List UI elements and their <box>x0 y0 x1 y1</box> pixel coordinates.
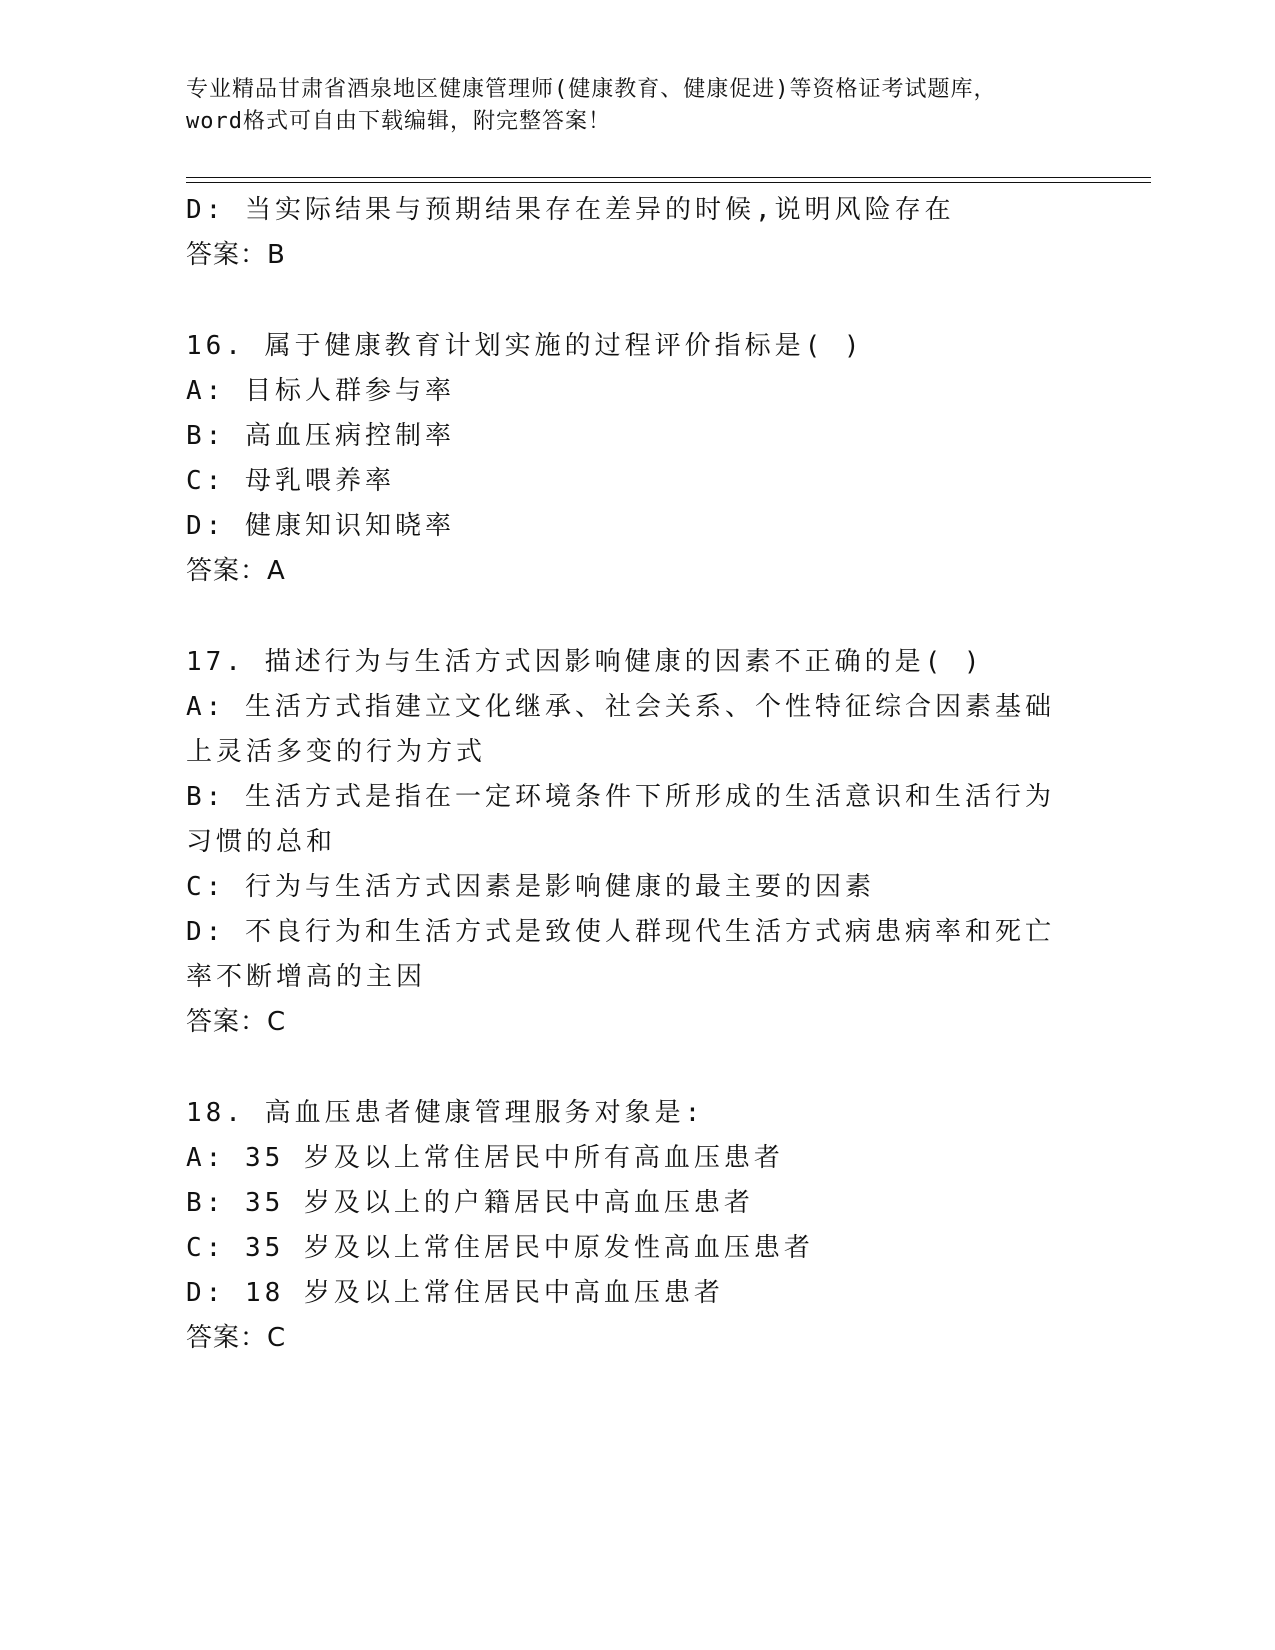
option-d: D: 18 岁及以上常住居民中高血压患者 <box>186 1278 724 1308</box>
answer-line: 答案：C <box>186 1323 287 1353</box>
previous-question-tail <box>186 188 1066 278</box>
header-divider-bottom <box>186 182 1151 183</box>
option-b: B: 高血压病控制率 <box>186 421 455 451</box>
option-c: C: 母乳喂养率 <box>186 466 395 496</box>
option-d: D: 不良行为和生活方式是致使人群现代生活方式病患病率和死亡率不断增高的主因 <box>186 917 1055 992</box>
option-a: A: 35 岁及以上常住居民中所有高血压患者 <box>186 1143 784 1173</box>
header-line-2: word格式可自由下载编辑，附完整答案！ <box>186 109 611 134</box>
answer-line: 答案：C <box>186 1007 287 1037</box>
option-c: C: 行为与生活方式因素是影响健康的最主要的因素 <box>186 872 875 902</box>
spacer <box>186 594 1066 640</box>
answer-line: 答案：B <box>186 240 286 270</box>
question-stem: 17. 描述行为与生活方式因影响健康的因素不正确的是( ) <box>186 647 984 677</box>
question-content <box>186 188 1066 1361</box>
option-d: D: 当实际结果与预期结果存在差异的时候,说明风险存在 <box>186 195 955 225</box>
option-a: A: 生活方式指建立文化继承、社会关系、个性特征综合因素基础上灵活多变的行为方式 <box>186 692 1055 767</box>
option-d: D: 健康知识知晓率 <box>186 511 455 541</box>
option-b: B: 35 岁及以上的户籍居民中高血压患者 <box>186 1188 754 1218</box>
question-stem: 16. 属于健康教育计划实施的过程评价指标是( ) <box>186 331 864 361</box>
spacer <box>186 278 1066 324</box>
option-c: C: 35 岁及以上常住居民中原发性高血压患者 <box>186 1233 814 1263</box>
question-17 <box>186 640 1066 1045</box>
question-16 <box>186 324 1066 594</box>
option-a: A: 目标人群参与率 <box>186 376 455 406</box>
header-divider-top <box>186 177 1151 178</box>
question-stem: 18. 高血压患者健康管理服务对象是: <box>186 1098 705 1128</box>
document-header <box>186 74 1086 138</box>
option-b: B: 生活方式是指在一定环境条件下所形成的生活意识和生活行为习惯的总和 <box>186 782 1055 857</box>
answer-line: 答案：A <box>186 556 286 586</box>
question-18 <box>186 1091 1066 1361</box>
spacer <box>186 1045 1066 1091</box>
header-line-1: 专业精品甘肃省酒泉地区健康管理师(健康教育、健康促进)等资格证考试题库， <box>186 77 997 102</box>
